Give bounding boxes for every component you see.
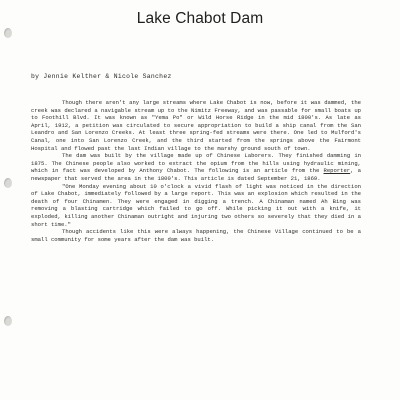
article-body (31, 99, 361, 243)
page-title: Lake Chabot Dam (136, 10, 264, 27)
paragraph: The dam was built by the village made up of Chinese Laborers. They finished damming in 1875. The Chinese people also worked to extract the opium from the hills using hydraulic mining, which in fact was developed by Anthony Chabot. The following is an article from the Reporter, a newspaper that served the area in the 1800's. This article is dated September 21, 1869. (31, 152, 361, 182)
paragraph: "One Monday evening about 10 o'clock a vivid flash of light was noticed in the direction of Lake Chabot, immediately followed by a large report. This was an explosion which resulted in the death of four Chinamen. They were engaged in digging a trench. A Chinaman named Ah Bing was removing a blasting cartridge which failed to go off. While picking it out with a knife, it exploded, killing another Chinaman outright and injuring two others so severely that they died in a short time." (31, 182, 361, 228)
paragraph: Though there aren't any large streams where Lake Chabot is now, before it was dammed, the creek was declared a navigable stream up to the Nimitz Freeway, and was passable for small boats up to Foothill Blvd. It was known as "Yema Po" or Wild Horse Ridge in the mid 1800's. As late as April, 1912, a petition was circulated to secure appropriation to build a ship canal from the San Leandro and San Lorenzo Creeks. At least three spring-fed streams were there. One led to Mulford's Canal, one into San Lorenzo Creek, and the third started from the springs above the Fairmont Hospital and flowed past the last Indian village to the marshy ground south of town. (31, 99, 361, 152)
binder-hole (4, 178, 12, 188)
binder-hole (4, 28, 12, 38)
byline: by Jennie Kelther & Nicole Sanchez (31, 73, 172, 80)
paragraph: Though accidents like this were always happening, the Chinese Village continued to be a small community for some years after the dam was built. (31, 228, 361, 243)
newspaper-name: Reporter (323, 167, 351, 175)
binder-hole (4, 316, 12, 326)
